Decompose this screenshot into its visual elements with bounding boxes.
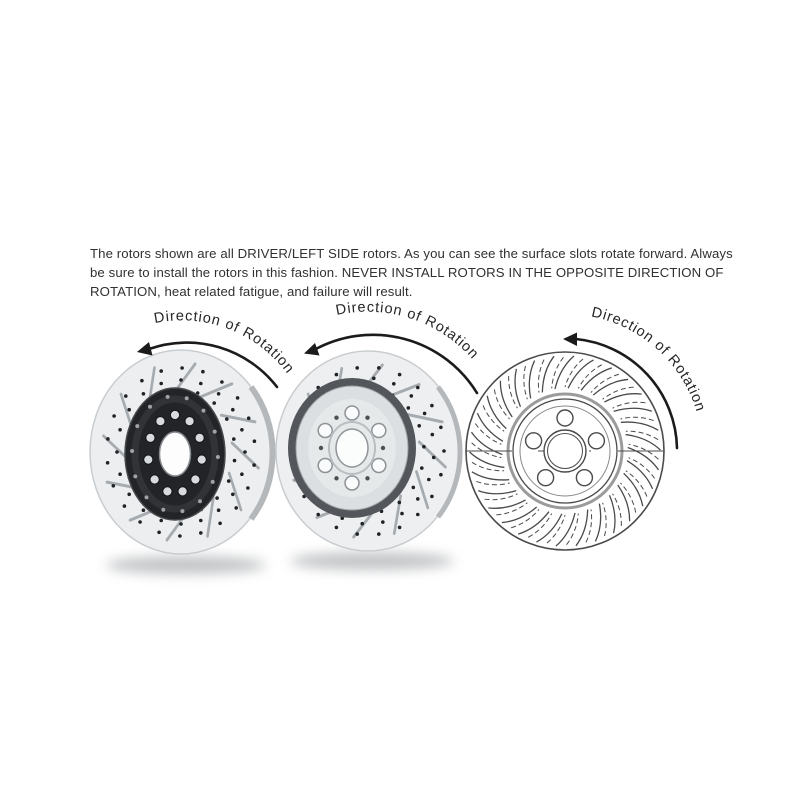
rotor3-arrowhead-icon: [563, 333, 577, 347]
rotor3-center-bore-outer: [544, 430, 586, 472]
rotor1-black-hub: [125, 388, 225, 520]
rotor3-direction-label: Direction of Rotation: [589, 304, 709, 414]
rotor-drilled-slotted-silver-hub: [276, 351, 460, 551]
instruction-line-1: The rotors shown are all DRIVER/LEFT SIDE rotors. As you can see the surface slots rotate forward. Always: [90, 246, 733, 261]
instruction-line-3: ROTATION, heat related fatigue, and failure will result.: [90, 284, 413, 299]
rotor1-arrowhead-icon: [137, 342, 153, 356]
rotor-curved-slot-line-drawing: [466, 352, 664, 550]
rotor2-arrowhead-icon: [304, 343, 320, 356]
rotor1-direction-label: Direction of Rotation: [152, 308, 298, 377]
rotor2-center-bore: [336, 429, 368, 467]
rotor1-center-bore: [160, 432, 191, 476]
rotor-drilled-slotted-black-hub: [90, 350, 273, 554]
instruction-line-2: be sure to install the rotors in this fashion. NEVER INSTALL ROTORS IN THE OPPOSITE DIRECTION OF: [90, 265, 724, 280]
rotor2-direction-label: Direction of Rotation: [334, 299, 482, 363]
rotor2-silver-hub: [288, 378, 416, 518]
